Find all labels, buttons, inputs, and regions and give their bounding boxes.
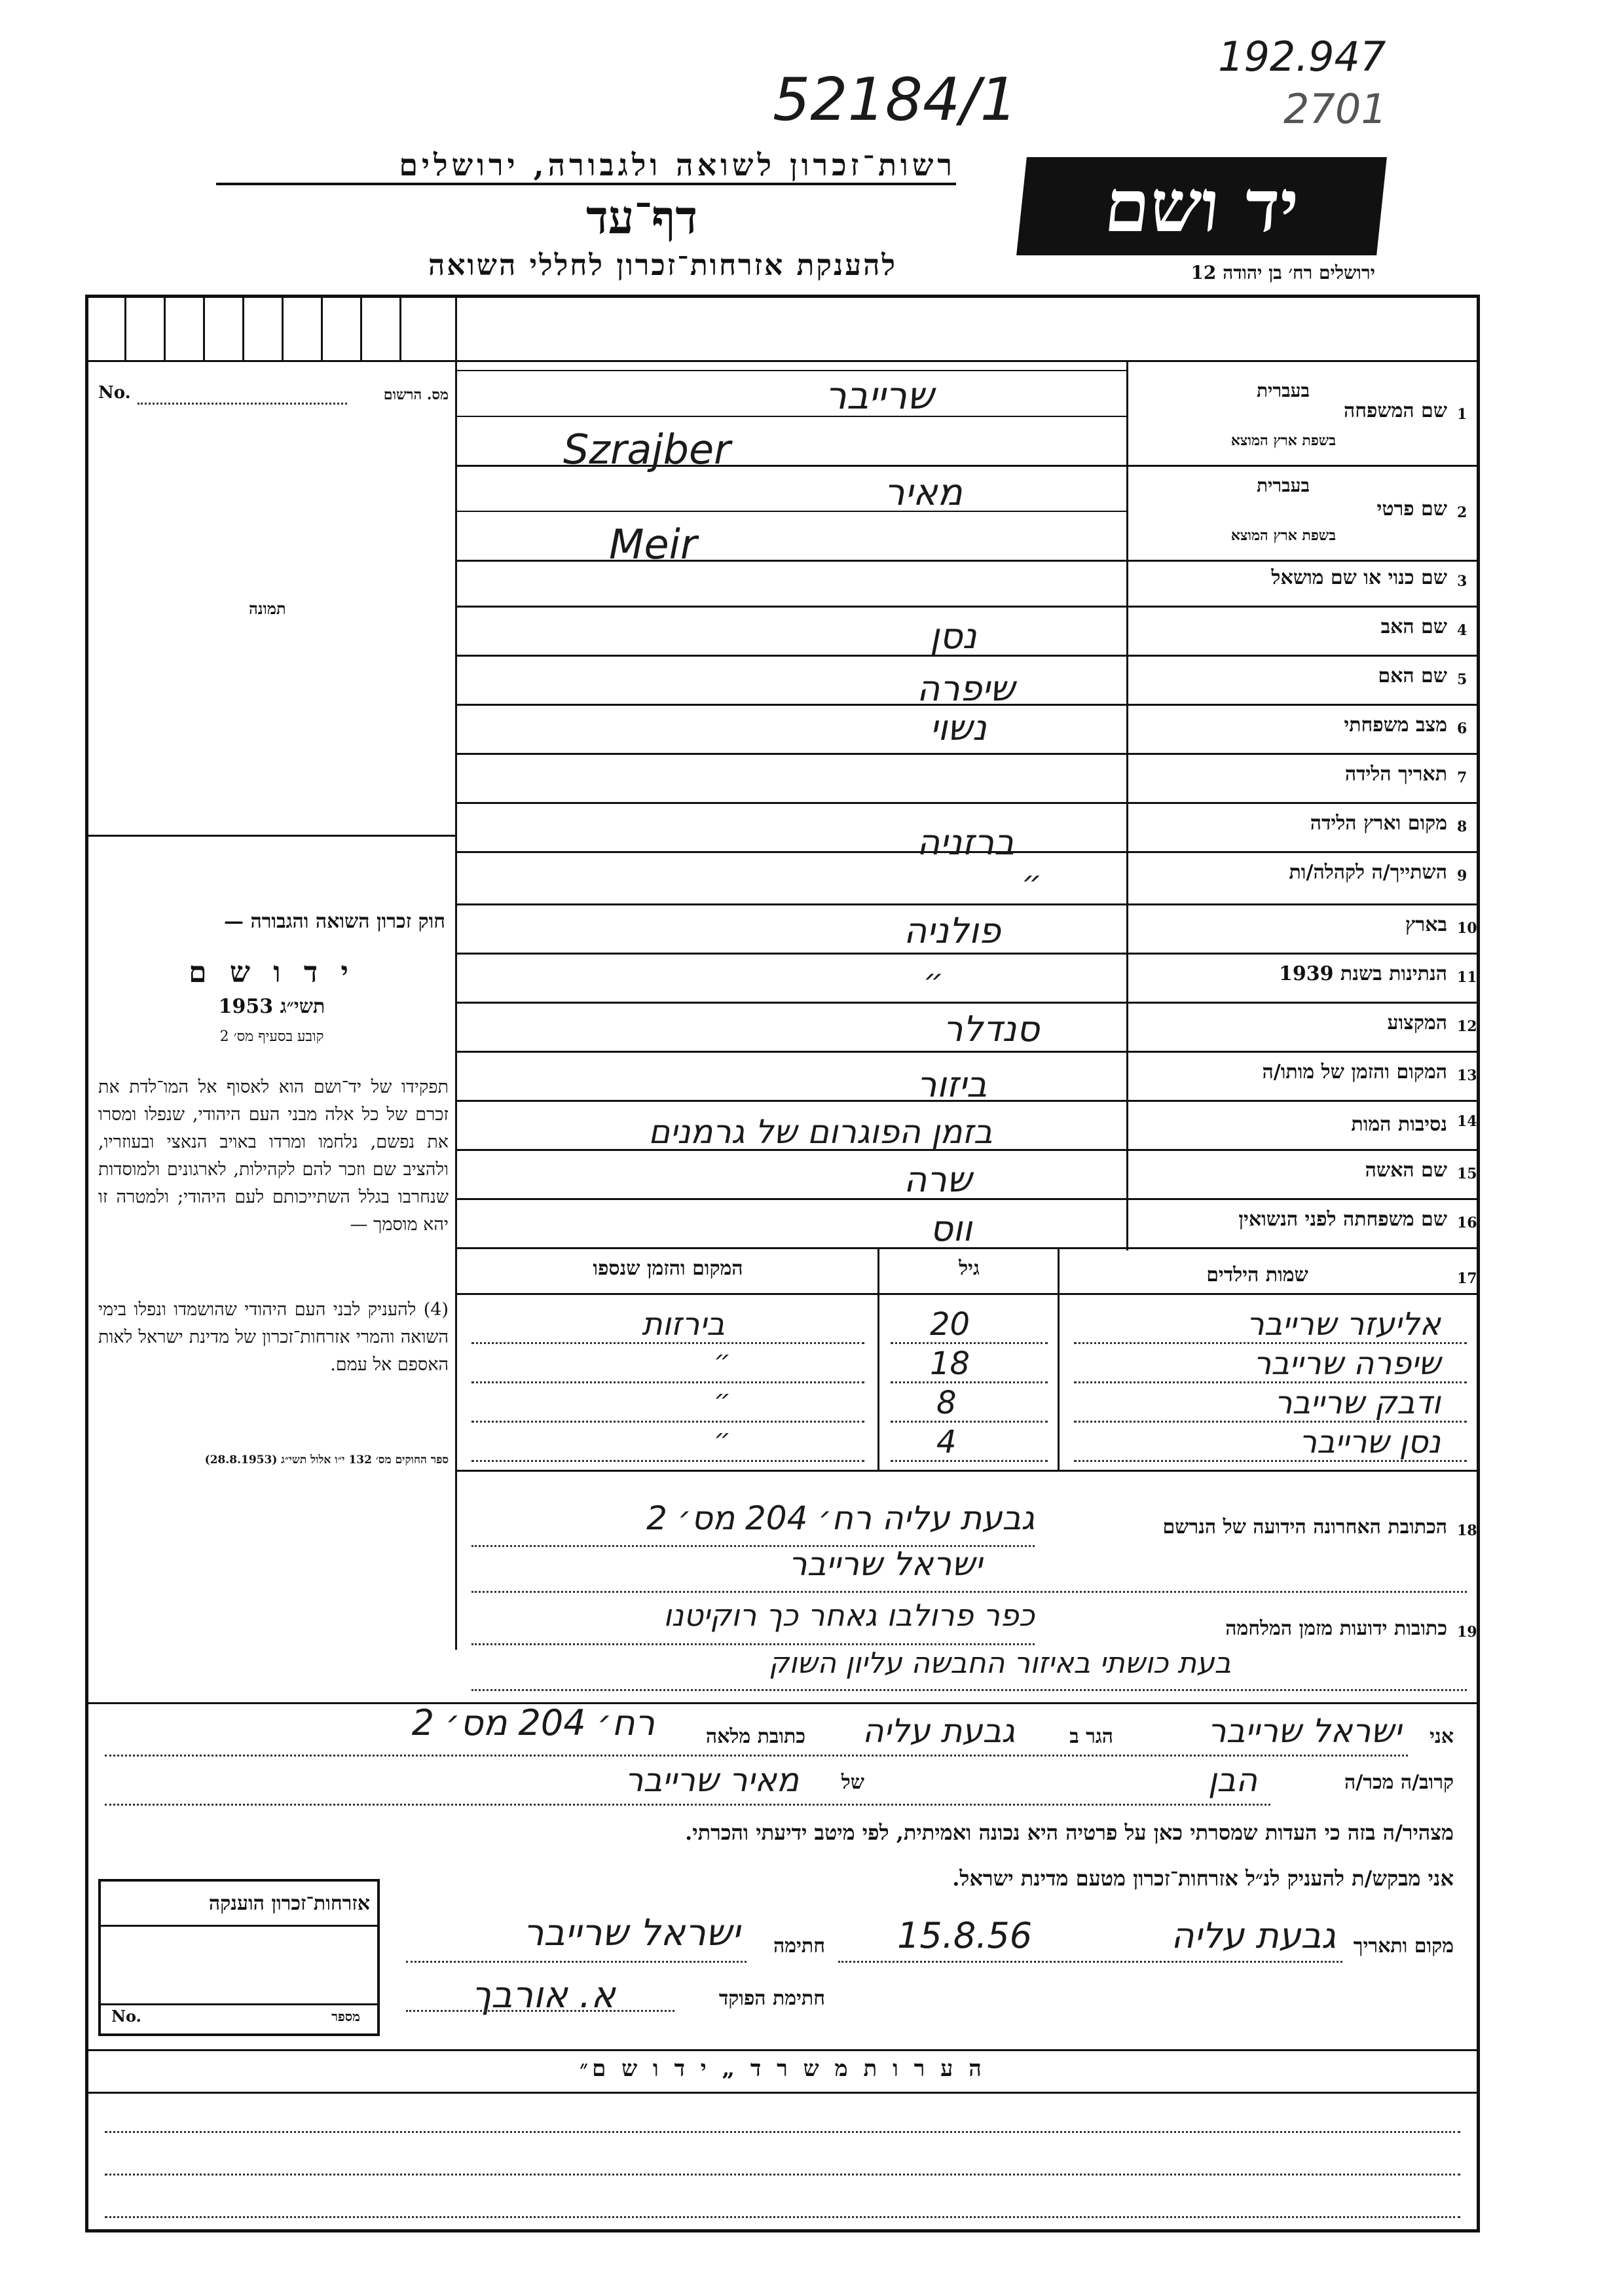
archive-number: 192.947 [1218,33,1386,81]
field-1-sub1: בעברית [1256,380,1310,401]
decl-statement-1: מצהיר/ה בזה כי העדות שמסרתי כאן על פרטיה היא נכונה ואמיתית, לפי מיטב ידיעתי והכרתי. [685,1820,1454,1845]
decl-i: אני [1430,1725,1454,1748]
field-9-label: השתייך/ה לקהלה/ות [1289,861,1447,884]
reg-no-label: מס. הרשום [383,386,449,403]
officer-label: חתימת הפוקד [718,1987,825,2010]
yad-vashem-logo: יד ושם [1016,157,1387,255]
law-year: תשי״ג 1953 [218,995,325,1018]
field-2-sub2: בשפת ארץ המוצא [1230,527,1336,544]
field-1-sub2: בשפת ארץ המוצא [1230,432,1336,449]
field-14-num: 14 [1457,1113,1477,1130]
field-3-num: 3 [1457,573,1467,590]
field-18-value-1: גבעת עליה רח׳ 204 מס׳ 2 [646,1499,1035,1537]
decl-date: 15.8.56 [897,1915,1033,1956]
decl-statement-2: אני מבקש/ת להעניק לנ״ל אזרחות־זכרון מטעם מדינת ישראל. [952,1866,1454,1891]
law-ref: ספר החוקים מס׳ 132 י״ו אלול תשי״ג (28.8.1953) [204,1453,449,1467]
field-4-label: שם האב [1380,615,1447,638]
field-18-value-2: ישראל שרייבר [788,1545,982,1583]
field-12-num: 12 [1457,1018,1477,1035]
law-title: חוק זכרון השואה והגבורה — [224,910,445,933]
field-8-label: מקום וארץ הלידה [1310,812,1447,835]
decl-name: ישראל שרייבר [1208,1712,1401,1750]
field-8-value: ברזניה [917,822,1015,863]
field-6-label: מצב משפחתי [1344,714,1447,737]
field-1-label: שם המשפחה [1343,399,1447,422]
field-19-value-1: כפר פרולבו גאחר כך רוקיטנו [663,1597,1035,1633]
field-9-value: ״ [1022,864,1042,901]
field-19-num: 19 [1457,1624,1477,1641]
child-3-place: ״ [714,1385,731,1415]
field-15-label: שם האשה [1365,1159,1447,1182]
law-text-2: (4) להעניק לבני העם היהודי שהושמדו ונפלו בימי השואה והמרי אזרחות־זכרון של מדינת ישראל לאות האספם אל עמם. [98,1300,449,1375]
field-12-value: סנדלר [943,1008,1040,1049]
field-1-num: 1 [1457,406,1467,423]
field-2-value-latin: Meir [609,520,697,568]
field-17-num: 17 [1457,1270,1477,1287]
field-12-label: המקצוע [1387,1011,1447,1034]
decl-addr-label: כתובת מלאה [705,1725,805,1748]
child-4-name: נסן שרייבר [1299,1424,1441,1461]
field-8-num: 8 [1457,818,1467,835]
field-10-num: 10 [1457,920,1477,937]
law-name: י ד ו ש ם [189,956,355,989]
field-2-label: שם פרטי [1376,498,1447,520]
field-6-num: 6 [1457,720,1467,737]
decl-address: רח׳ 204 מס׳ 2 [411,1702,655,1743]
place-date-label: מקום ותאריך [1353,1935,1454,1958]
child-3-age: 8 [936,1385,957,1421]
logo-address: ירושלים רח׳ בן יהודה 12 [1190,262,1375,283]
decl-resides-label: הגר ב [1069,1725,1113,1748]
field-18-label: הכתובת האחרונה הידועה של הנרשם [1162,1516,1447,1539]
child-1-name: אליעזר שרייבר [1246,1306,1441,1343]
field-7-num: 7 [1457,769,1467,786]
form-subtitle: להענקת אזרחות־זכרון לחללי השואה [428,249,897,282]
child-4-place: ״ [714,1424,731,1454]
field-16-label: שם משפחתה לפני הנשואין [1238,1208,1447,1231]
field-16-num: 16 [1457,1214,1477,1231]
field-4-value: נסן [930,615,977,657]
children-names-header: שמות הילדים [1206,1264,1308,1286]
field-3-label: שם כנוי או שם מושאל [1271,566,1447,589]
photo-label: תמונה [249,599,286,618]
decl-signature: ישראל שרייבר [523,1912,740,1954]
field-6-value: נשוי [930,707,987,748]
field-16-value: ווס [930,1208,972,1249]
field-7-label: תאריך הלידה [1344,763,1447,786]
citizenship-no-label: מספר [331,2009,360,2024]
field-5-value: שיפרה [917,668,1015,709]
child-2-age: 18 [930,1345,970,1382]
form-title: דף־עד [585,190,697,244]
field-1-value-latin: Szrajber [563,426,731,473]
archive-number-2: 2701 [1283,85,1387,133]
citizenship-box-title: אזרחות־זכרון הוענקה [208,1892,370,1915]
decl-place: גבעת עליה [1171,1915,1336,1956]
child-1-age: 20 [930,1306,970,1343]
field-5-label: שם האם [1378,665,1447,687]
field-13-value: ביזור [917,1064,987,1105]
child-1-place: בירזות [642,1306,725,1343]
child-3-name: ודבק שרייבר [1274,1385,1441,1421]
children-place-header: המקום והזמן שנספו [593,1257,743,1280]
child-4-age: 4 [936,1424,957,1461]
field-19-value-2: בעת כושתי באיזור החבשה עליון השוק [768,1647,1231,1680]
field-11-label: הנתינות בשנת 1939 [1278,962,1447,985]
child-2-place: ״ [714,1345,731,1376]
field-14-label: נסיבות המות [1351,1113,1447,1136]
decl-relative-label: קרוב/ה מכר/ה [1344,1771,1454,1794]
field-2-num: 2 [1457,504,1467,521]
field-2-sub1: בעברית [1256,475,1310,496]
authority-title: רשות־זכרון לשואה ולגבורה, ירושלים [216,147,956,185]
field-14-value: בזמן הפוגרום של גרמנים [648,1113,993,1151]
field-13-label: המקום והזמן של מותו/ה [1262,1061,1447,1084]
field-10-value: פולניה [904,910,1001,951]
field-19-label: כתובות ידועות מזמן המלחמה [1225,1617,1447,1640]
field-11-num: 11 [1457,969,1477,986]
decl-of-label: של [841,1771,864,1794]
decl-relative-of: מאיר שרייבר [625,1761,799,1799]
field-15-value: שרה [904,1159,972,1200]
field-10-label: בארץ [1405,913,1447,936]
law-text: תפקידו של יד־ושם הוא לאסוף אל המו־לדת את זכרם של כל אלה מבני העם היהודי, שנפלו ומסרו את נפשם, נלחמו ומרדו באויב הנאצי ובעוזריו, ולהציב שם וזכר להם לקהילות, לארגונים ולמוסדות שנחרבו בגלל השתייכותם לעם היהודי; ולמטרה זו יהא מוסמך — [98,1077,449,1235]
field-11-value: ״ [923,962,944,999]
child-2-name: שיפרה שרייבר [1253,1345,1441,1382]
field-15-num: 15 [1457,1165,1477,1182]
field-1-value-hebrew: שרייבר [825,373,934,418]
law-clause: קובע בסעיף מס׳ 2 [219,1029,324,1045]
decl-relation: הבן [1208,1761,1257,1799]
field-9-num: 9 [1457,867,1467,884]
file-number: 52184/1 [773,65,1018,134]
reg-no-en: No. [98,383,131,403]
signature-label: חתימה [773,1935,825,1958]
field-18-num: 18 [1457,1522,1477,1539]
field-5-num: 5 [1457,671,1467,688]
decl-city: גבעת עליה [862,1712,1015,1750]
officer-signature: א. אורבך [471,1974,616,2016]
children-age-header: גיל [959,1257,980,1280]
remarks-title: ה ע ר ו ת מ ש ר ד „ י ד ו ש ם״ [580,2056,986,2082]
citizenship-no-en: No. [111,2007,141,2026]
field-4-num: 4 [1457,622,1467,639]
field-13-num: 13 [1457,1067,1477,1084]
field-2-value-hebrew: מאיר [884,471,963,514]
